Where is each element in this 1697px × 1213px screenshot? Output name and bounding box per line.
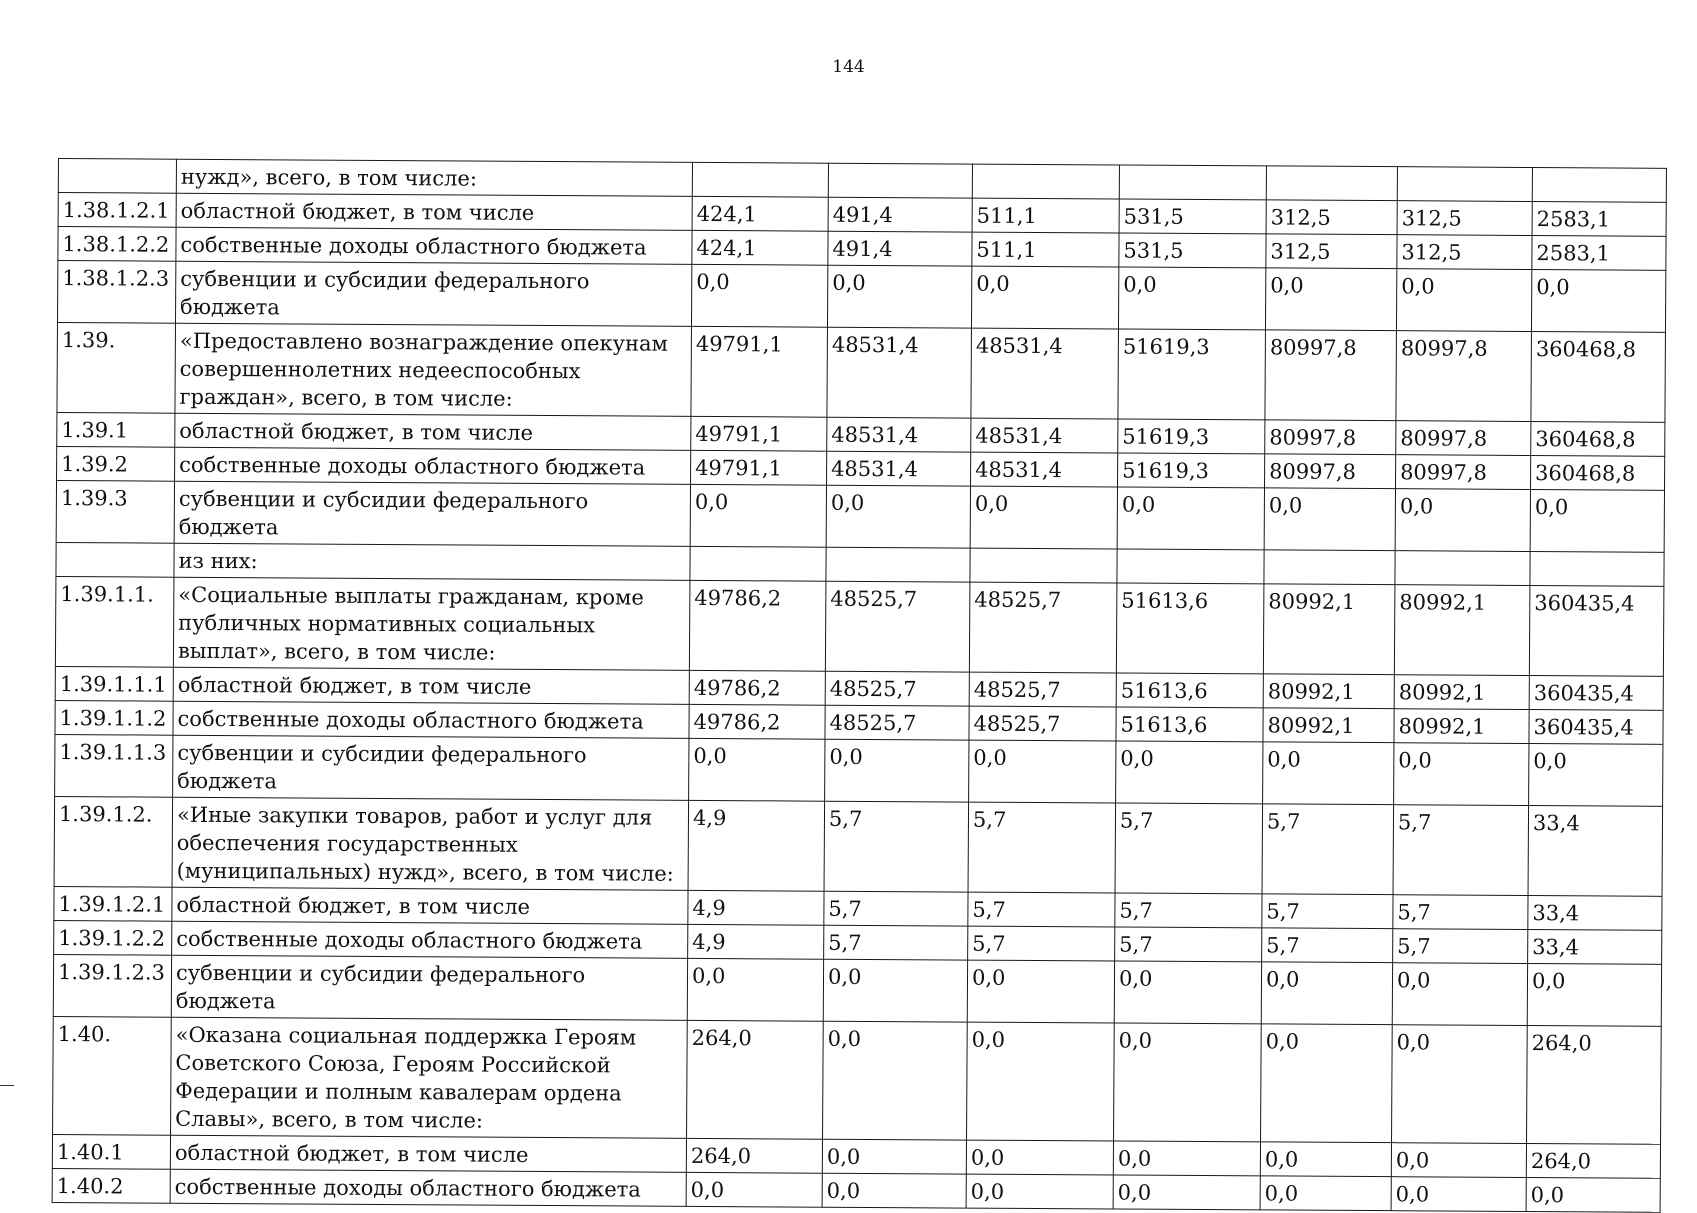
value-cell: 80992,1 (1394, 709, 1529, 744)
row-code-cell: 1.39.2 (57, 446, 175, 481)
value-cell: 0,0 (1394, 743, 1529, 806)
value-cell: 4,9 (688, 924, 824, 959)
value-cell: 5,7 (968, 892, 1115, 927)
value-cell: 360468,8 (1531, 422, 1665, 457)
value-cell: 80997,8 (1396, 455, 1531, 490)
value-cell: 0,0 (691, 264, 827, 327)
value-cell: 0,0 (1113, 1141, 1260, 1176)
value-cell: 0,0 (689, 738, 825, 801)
row-code-cell: 1.40. (53, 1016, 172, 1135)
value-cell: 0,0 (971, 266, 1118, 329)
row-name-cell: собственные доходы областного бюджета (176, 227, 692, 264)
value-cell: 0,0 (1261, 1024, 1393, 1143)
value-cell: 0,0 (966, 1140, 1113, 1175)
value-cell: 48525,7 (969, 582, 1117, 673)
value-cell: 491,4 (828, 231, 972, 266)
row-code-cell: 1.39.1 (57, 412, 175, 447)
value-cell: 0,0 (1265, 268, 1396, 331)
value-cell: 33,4 (1528, 805, 1663, 896)
row-name-cell: областной бюджет, в том числе (173, 667, 689, 704)
value-cell: 0,0 (1264, 488, 1395, 551)
value-cell: 0,0 (822, 1173, 966, 1208)
row-code-cell: 1.39.1.2. (54, 796, 173, 887)
value-cell (972, 164, 1119, 199)
value-cell: 0,0 (1530, 490, 1664, 553)
value-cell: 48525,7 (825, 671, 969, 706)
value-cell: 5,7 (968, 802, 1116, 893)
table-row (57, 261, 1665, 333)
value-cell: 0,0 (1118, 267, 1265, 330)
value-cell: 0,0 (967, 960, 1114, 1023)
value-cell (1530, 552, 1664, 587)
value-cell: 0,0 (969, 740, 1116, 803)
value-cell: 48525,7 (969, 706, 1116, 741)
value-cell: 0,0 (823, 959, 967, 1022)
value-cell: 5,7 (824, 801, 969, 892)
row-code-cell (56, 542, 174, 577)
value-cell: 264,0 (687, 1020, 824, 1139)
value-cell: 0,0 (1116, 741, 1263, 804)
value-cell: 49786,2 (689, 670, 825, 705)
value-cell: 424,1 (692, 230, 828, 265)
value-cell: 5,7 (1115, 893, 1262, 928)
value-cell: 49791,1 (691, 326, 828, 417)
value-cell (1532, 168, 1666, 203)
row-name-cell: «Предоставлено вознаграждение опекунам совершеннолетних недееспособных граждан», всего, в том числе: (175, 323, 692, 416)
budget-table (52, 158, 1667, 1213)
value-cell: 49791,1 (691, 450, 827, 485)
value-cell: 48531,4 (971, 328, 1119, 419)
value-cell: 2583,1 (1532, 236, 1666, 271)
value-cell: 48525,7 (825, 705, 969, 740)
value-cell: 312,5 (1397, 201, 1532, 236)
value-cell: 0,0 (1392, 1025, 1528, 1144)
page-number: 144 (832, 57, 865, 77)
value-cell (1264, 550, 1395, 585)
value-cell (692, 162, 828, 197)
value-cell: 360468,8 (1531, 456, 1665, 491)
value-cell: 0,0 (823, 1021, 968, 1140)
value-cell: 2583,1 (1532, 202, 1666, 237)
value-cell: 0,0 (1392, 963, 1527, 1026)
value-cell (1397, 167, 1532, 202)
row-name-cell: областной бюджет, в том числе (172, 887, 688, 924)
value-cell (970, 548, 1117, 583)
value-cell: 80997,8 (1265, 330, 1397, 421)
row-code-cell: 1.39.1.2.2 (54, 920, 172, 955)
value-cell: 360435,4 (1529, 675, 1663, 710)
row-name-cell: областной бюджет, в том числе (176, 193, 692, 230)
value-cell: 491,4 (828, 197, 972, 232)
value-cell: 0,0 (1263, 742, 1394, 805)
value-cell: 5,7 (1262, 928, 1393, 963)
table-row (54, 796, 1663, 896)
value-cell: 4,9 (688, 800, 825, 891)
row-name-cell: из них: (174, 543, 690, 580)
value-cell: 264,0 (1526, 1143, 1660, 1178)
table-body (52, 159, 1666, 1213)
row-code-cell: 1.39.3 (56, 480, 174, 543)
row-name-cell: субвенции и субсидии федерального бюджета (173, 735, 689, 800)
value-cell: 51613,6 (1116, 707, 1263, 742)
value-cell: 511,1 (972, 232, 1119, 267)
row-code-cell (58, 159, 176, 194)
value-cell: 49791,1 (691, 416, 827, 451)
value-cell: 33,4 (1528, 895, 1662, 930)
row-code-cell: 1.39. (57, 323, 176, 414)
value-cell (690, 546, 826, 581)
row-code-cell: 1.40.1 (52, 1134, 170, 1169)
value-cell: 80992,1 (1394, 675, 1529, 710)
value-cell: 80992,1 (1263, 674, 1394, 709)
value-cell: 48525,7 (825, 581, 970, 672)
table-row (55, 734, 1663, 806)
value-cell: 0,0 (1261, 962, 1392, 1025)
value-cell: 312,5 (1266, 234, 1397, 269)
value-cell: 511,1 (972, 198, 1119, 233)
value-cell: 264,0 (1527, 1025, 1662, 1144)
row-name-cell: нужд», всего, в том числе: (176, 159, 692, 196)
table-row (53, 1016, 1662, 1144)
value-cell: 0,0 (1531, 270, 1665, 333)
value-cell: 0,0 (822, 1139, 966, 1174)
value-cell: 0,0 (827, 265, 971, 328)
row-code-cell: 1.39.1.1.1 (55, 666, 173, 701)
row-name-cell: субвенции и субсидии федерального бюджета (174, 481, 690, 546)
value-cell: 4,9 (688, 890, 824, 925)
value-cell: 0,0 (1260, 1142, 1391, 1177)
table-row (53, 954, 1661, 1026)
row-code-cell: 1.39.1.2.1 (54, 886, 172, 921)
value-cell: 0,0 (966, 1174, 1113, 1209)
value-cell: 51619,3 (1118, 329, 1266, 420)
value-cell: 5,7 (1262, 894, 1393, 929)
value-cell: 0,0 (687, 958, 823, 1021)
value-cell: 5,7 (824, 891, 968, 926)
margin-mark (0, 1085, 14, 1086)
value-cell: 33,4 (1528, 929, 1662, 964)
value-cell: 531,5 (1119, 233, 1266, 268)
row-name-cell: собственные доходы областного бюджета (172, 921, 688, 958)
row-code-cell: 1.38.1.2.2 (58, 227, 176, 262)
value-cell: 0,0 (825, 739, 969, 802)
value-cell: 0,0 (1526, 1177, 1660, 1212)
value-cell: 51613,6 (1116, 583, 1264, 674)
value-cell: 5,7 (1393, 895, 1528, 930)
value-cell: 80997,8 (1265, 454, 1396, 489)
row-name-cell: собственные доходы областного бюджета (175, 447, 691, 484)
row-name-cell: областной бюджет, в том числе (175, 413, 691, 450)
value-cell: 51619,3 (1118, 419, 1265, 454)
value-cell: 5,7 (1115, 803, 1263, 894)
value-cell: 5,7 (968, 926, 1115, 961)
value-cell (1266, 166, 1397, 201)
table-row (57, 323, 1666, 423)
value-cell: 51619,3 (1118, 453, 1265, 488)
value-cell: 48531,4 (827, 327, 972, 418)
row-name-cell: собственные доходы областного бюджета (173, 701, 689, 738)
value-cell: 0,0 (1260, 1176, 1391, 1211)
row-name-cell: областной бюджет, в том числе (170, 1135, 686, 1172)
value-cell: 0,0 (1117, 487, 1264, 550)
value-cell: 5,7 (824, 925, 968, 960)
value-cell: 5,7 (1115, 927, 1262, 962)
row-code-cell: 1.39.1.1. (55, 576, 174, 667)
value-cell: 0,0 (1391, 1143, 1526, 1178)
value-cell: 0,0 (1396, 269, 1531, 332)
value-cell: 48531,4 (971, 418, 1118, 453)
value-cell (1395, 551, 1530, 586)
value-cell (1117, 549, 1264, 584)
value-cell: 80997,8 (1265, 420, 1396, 455)
table-row (55, 576, 1664, 676)
table-row (56, 480, 1664, 552)
value-cell: 51613,6 (1116, 673, 1263, 708)
row-code-cell: 1.39.1.1.2 (55, 700, 173, 735)
value-cell: 48531,4 (971, 452, 1118, 487)
value-cell: 0,0 (967, 1022, 1115, 1141)
value-cell: 0,0 (1113, 1175, 1260, 1210)
row-name-cell: «Социальные выплаты гражданам, кроме публичных нормативных социальных выплат», всего, в том числе: (173, 577, 690, 670)
value-cell: 312,5 (1266, 200, 1397, 235)
row-name-cell: собственные доходы областного бюджета (170, 1169, 686, 1206)
value-cell: 48531,4 (827, 451, 971, 486)
value-cell: 424,1 (692, 196, 828, 231)
value-cell: 5,7 (1262, 804, 1394, 895)
value-cell: 80992,1 (1263, 708, 1394, 743)
value-cell: 0,0 (690, 484, 826, 547)
row-code-cell: 1.38.1.2.3 (57, 261, 175, 324)
row-name-cell: «Оказана социальная поддержка Героям Советского Союза, Героям Российской Федерации и полным кавалерам ордена Славы», всего, в том числе: (171, 1017, 688, 1138)
value-cell: 0,0 (686, 1172, 822, 1207)
row-code-cell: 1.39.1.1.3 (55, 734, 173, 797)
row-name-cell: субвенции и субсидии федерального бюджета (171, 955, 687, 1020)
value-cell: 0,0 (826, 485, 970, 548)
value-cell: 0,0 (1114, 1023, 1262, 1142)
value-cell: 80992,1 (1394, 585, 1530, 676)
value-cell: 80997,8 (1396, 331, 1532, 422)
value-cell: 0,0 (1114, 961, 1261, 1024)
value-cell: 0,0 (970, 486, 1117, 549)
row-code-cell: 1.39.1.2.3 (53, 954, 171, 1017)
value-cell: 49786,2 (689, 580, 826, 671)
value-cell: 312,5 (1397, 235, 1532, 270)
value-cell: 0,0 (1529, 743, 1663, 806)
value-cell: 48531,4 (827, 417, 971, 452)
value-cell: 531,5 (1119, 199, 1266, 234)
value-cell: 360468,8 (1531, 332, 1666, 423)
row-name-cell: субвенции и субсидии федерального бюджета (175, 261, 691, 326)
value-cell: 80997,8 (1396, 421, 1531, 456)
value-cell: 49786,2 (689, 704, 825, 739)
value-cell: 80992,1 (1263, 584, 1395, 675)
row-name-cell: «Иные закупки товаров, работ и услуг для обеспечения государственных (муниципальных) нужд», всего, в том числе: (172, 797, 689, 890)
value-cell: 5,7 (1393, 805, 1529, 896)
value-cell (826, 547, 970, 582)
value-cell (828, 163, 972, 198)
value-cell: 264,0 (686, 1138, 822, 1173)
value-cell: 0,0 (1391, 1177, 1526, 1212)
value-cell: 5,7 (1393, 929, 1528, 964)
value-cell: 0,0 (1527, 963, 1661, 1026)
value-cell: 0,0 (1395, 489, 1530, 552)
value-cell (1119, 165, 1266, 200)
row-code-cell: 1.38.1.2.1 (58, 193, 176, 228)
row-code-cell: 1.40.2 (52, 1168, 170, 1203)
value-cell: 360435,4 (1529, 585, 1664, 676)
value-cell: 48525,7 (969, 672, 1116, 707)
value-cell: 360435,4 (1529, 709, 1663, 744)
